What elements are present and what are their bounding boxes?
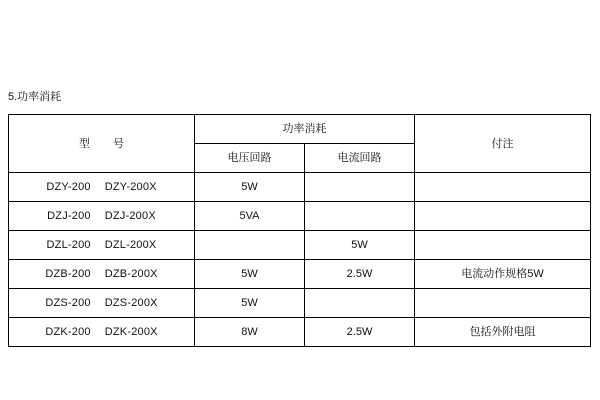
model-code-a: DZK-200 (45, 326, 91, 338)
cell-model (9, 260, 195, 289)
model-code-a: DZL-200 (46, 239, 91, 251)
table-row (9, 231, 591, 260)
model-code-a: DZJ-200 (47, 210, 91, 222)
table-header-row-1 (9, 115, 591, 144)
model-code-b: DZK-200X (104, 326, 158, 338)
table-row (9, 202, 591, 231)
cell-voltage: 5W (195, 173, 305, 202)
section-title: 5.功率消耗 (8, 91, 62, 103)
cell-note (415, 231, 591, 260)
header-voltage-circuit: 电压回路 (195, 144, 305, 173)
cell-note: 包括外附电阻 (415, 318, 591, 347)
header-current-circuit: 电流回路 (305, 144, 415, 173)
header-note: 付注 (415, 115, 591, 173)
cell-note (415, 202, 591, 231)
cell-voltage: 5W (195, 289, 305, 318)
cell-model (9, 173, 195, 202)
power-consumption-table-wrapper (8, 114, 590, 347)
cell-note (415, 173, 591, 202)
header-power: 功率消耗 (195, 115, 415, 144)
table-row (9, 318, 591, 347)
cell-model (9, 318, 195, 347)
cell-current: 2.5W (305, 260, 415, 289)
cell-voltage: 5W (195, 260, 305, 289)
table-row (9, 260, 591, 289)
cell-current (305, 202, 415, 231)
model-code-a: DZS-200 (45, 297, 91, 309)
table-row (9, 289, 591, 318)
model-code-b: DZL-200X (104, 239, 157, 251)
model-code-b: DZJ-200X (104, 210, 156, 222)
model-code-b: DZY-200X (104, 181, 157, 193)
cell-note: 电流动作规格5W (415, 260, 591, 289)
model-code-b: DZS-200X (104, 297, 158, 309)
header-model: 型 号 (9, 115, 195, 173)
cell-voltage: 8W (195, 318, 305, 347)
model-code-a: DZY-200 (46, 181, 91, 193)
cell-model (9, 231, 195, 260)
cell-current: 2.5W (305, 318, 415, 347)
cell-current (305, 289, 415, 318)
cell-current (305, 173, 415, 202)
cell-note (415, 289, 591, 318)
cell-current: 5W (305, 231, 415, 260)
model-code-a: DZB-200 (45, 268, 91, 280)
cell-voltage: 5VA (195, 202, 305, 231)
cell-model (9, 202, 195, 231)
cell-model (9, 289, 195, 318)
model-code-b: DZB-200X (104, 268, 158, 280)
cell-voltage (195, 231, 305, 260)
table-row (9, 173, 591, 202)
power-consumption-table (8, 114, 591, 347)
